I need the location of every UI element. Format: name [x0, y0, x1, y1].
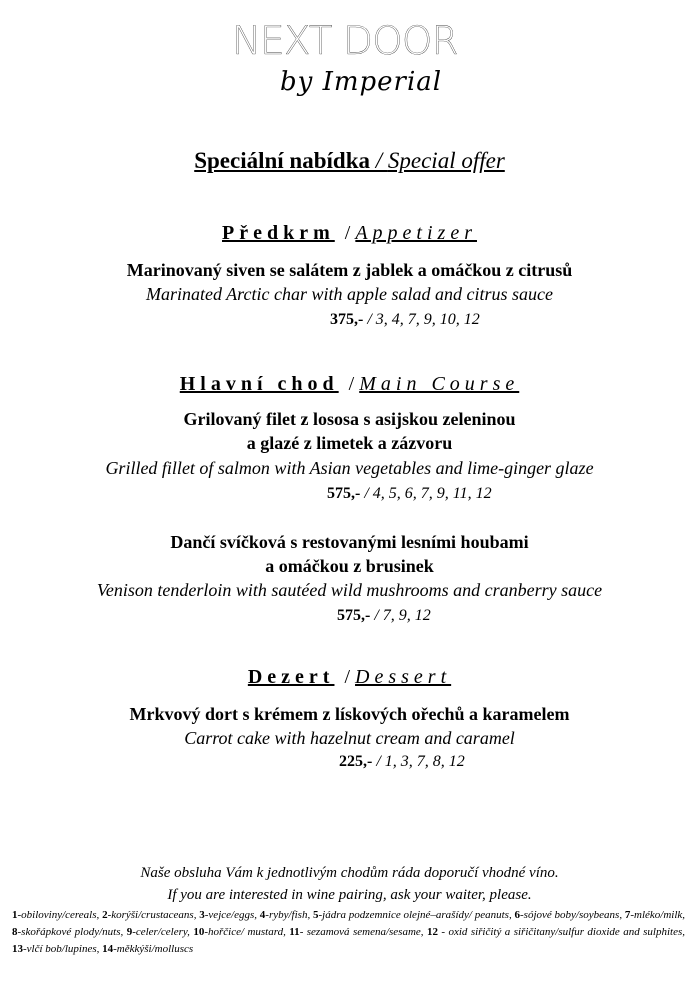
allergen-item [515, 909, 623, 921]
allergen-item [427, 926, 685, 938]
section-en: Main Course [359, 373, 520, 395]
dish-en-name: Marinated Arctic char with apple salad and citrus sauce [146, 284, 553, 304]
logo-brand: NEXT DOOR [232, 19, 458, 64]
wine-note-cz: Naše obsluha Vám k jednotlivým chodům ráda doporučí vhodné víno. [140, 865, 559, 881]
allergen-item [12, 943, 99, 955]
allergen-number: 10 [193, 926, 205, 938]
section-en: Appetizer [355, 222, 477, 244]
allergen-label: -skořápkové plody/nuts, [17, 926, 124, 938]
allergen-item [127, 926, 190, 938]
allergen-number: 6 [514, 909, 520, 921]
allergen-item [102, 909, 196, 921]
dish-en-name: Carrot cake with hazelnut cream and caramel [184, 728, 515, 748]
allergen-label: -obiloviny/cereals, [17, 909, 100, 921]
allergen-label: -mléko/milk, [630, 909, 686, 921]
section-en: Dessert [355, 666, 452, 688]
dish-cz-name: Grilovaný filet z lososa s asijskou zeleninou [183, 409, 516, 429]
logo-tagline: by Imperial [280, 67, 443, 97]
allergen-number: 14 [102, 943, 114, 955]
dish-cz-name: a omáčkou z brusinek [265, 556, 434, 576]
dish-cz-name: a glazé z limetek a zázvoru [246, 433, 453, 453]
allergen-label: -vlčí bob/lupines, [23, 943, 100, 955]
price-value: 375,- [330, 311, 364, 328]
allergen-number: 8 [12, 926, 18, 938]
allergen-number: 1 [12, 909, 18, 921]
allergen-label: - oxid siřičitý a siřičitany/sulfur dioxide and sulphites, [437, 926, 685, 938]
allergen-number: 5 [313, 909, 319, 921]
allergen-number: 4 [259, 909, 266, 921]
allergen-item [260, 909, 310, 921]
allergen-number: 12 [426, 926, 438, 938]
allergen-codes: / 7, 9, 12 [370, 607, 431, 624]
dish-price [327, 483, 492, 505]
allergen-number: 3 [199, 909, 205, 921]
title-en: Special offer [387, 148, 505, 173]
allergen-number: 13 [12, 943, 23, 955]
price-value: 575,- [327, 485, 361, 502]
allergen-item [199, 909, 257, 921]
section-cz: Hlavní chod [179, 373, 339, 395]
allergen-item [289, 926, 423, 938]
allergen-number: 11 [289, 926, 300, 938]
section-heading-dessert: Dezert /Dessert [247, 666, 452, 688]
allergen-number: 2 [102, 909, 108, 921]
price-value: 575,- [337, 607, 371, 624]
allergen-label: -hořčice/ mustard, [204, 926, 286, 938]
allergen-codes: / 3, 4, 7, 9, 10, 12 [363, 311, 480, 328]
section-heading-main-course: Hlavní chod /Main Course [179, 373, 520, 395]
allergen-label: -vejce/eggs, [204, 909, 257, 921]
allergen-label: -sójové boby/soybeans, [520, 909, 623, 921]
allergen-label: -ryby/fish, [265, 909, 311, 921]
dish-cz-name: Dančí svíčková s restovanými lesními houbami [170, 532, 529, 552]
price-value: 225,- [339, 753, 373, 770]
allergen-codes: / 1, 3, 7, 8, 12 [372, 753, 465, 770]
dish-price [330, 309, 480, 331]
allergen-codes: / 4, 5, 6, 7, 9, 11, 12 [360, 485, 492, 502]
dish-en-name: Grilled fillet of salmon with Asian vegetables and lime-ginger glaze [105, 458, 594, 478]
allergen-item [313, 909, 512, 921]
allergen-number: 7 [624, 909, 631, 921]
allergen-item [193, 926, 286, 938]
dish-cz-name: Marinovaný siven se salátem z jablek a omáčkou z citrusů [126, 260, 573, 280]
dish-price [339, 751, 465, 773]
allergen-legend [12, 907, 685, 958]
allergen-label: - sezamová semena/sesame, [299, 926, 424, 938]
allergen-label: -měkkýši/molluscs [113, 943, 194, 955]
section-cz: Předkrm [222, 222, 335, 244]
allergen-item [625, 909, 685, 921]
section-cz: Dezert [247, 666, 335, 688]
allergen-label: -jádra podzemnice olejné–arašídy/ peanuts, [318, 909, 512, 921]
section-heading-appetizer: Předkrm /Appetizer [222, 222, 477, 244]
logo [228, 20, 468, 120]
dish-cz-name: Mrkvový dort s krémem z lískových ořechů a karamelem [129, 704, 570, 724]
dish-price [337, 605, 431, 627]
wine-note-en: If you are interested in wine pairing, ask your waiter, please. [167, 887, 532, 903]
title-cz: Speciální nabídka [194, 148, 370, 173]
allergen-label: -korýši/crustaceans, [107, 909, 197, 921]
allergen-item [102, 943, 193, 955]
allergen-item [12, 909, 99, 921]
allergen-number: 9 [126, 926, 133, 938]
page-title [0, 145, 699, 177]
dish-en-name: Venison tenderloin with sautéed wild mushrooms and cranberry sauce [96, 580, 603, 600]
allergen-label: -celer/celery, [132, 926, 190, 938]
allergen-item [12, 926, 123, 938]
title-separator: / [370, 148, 388, 173]
